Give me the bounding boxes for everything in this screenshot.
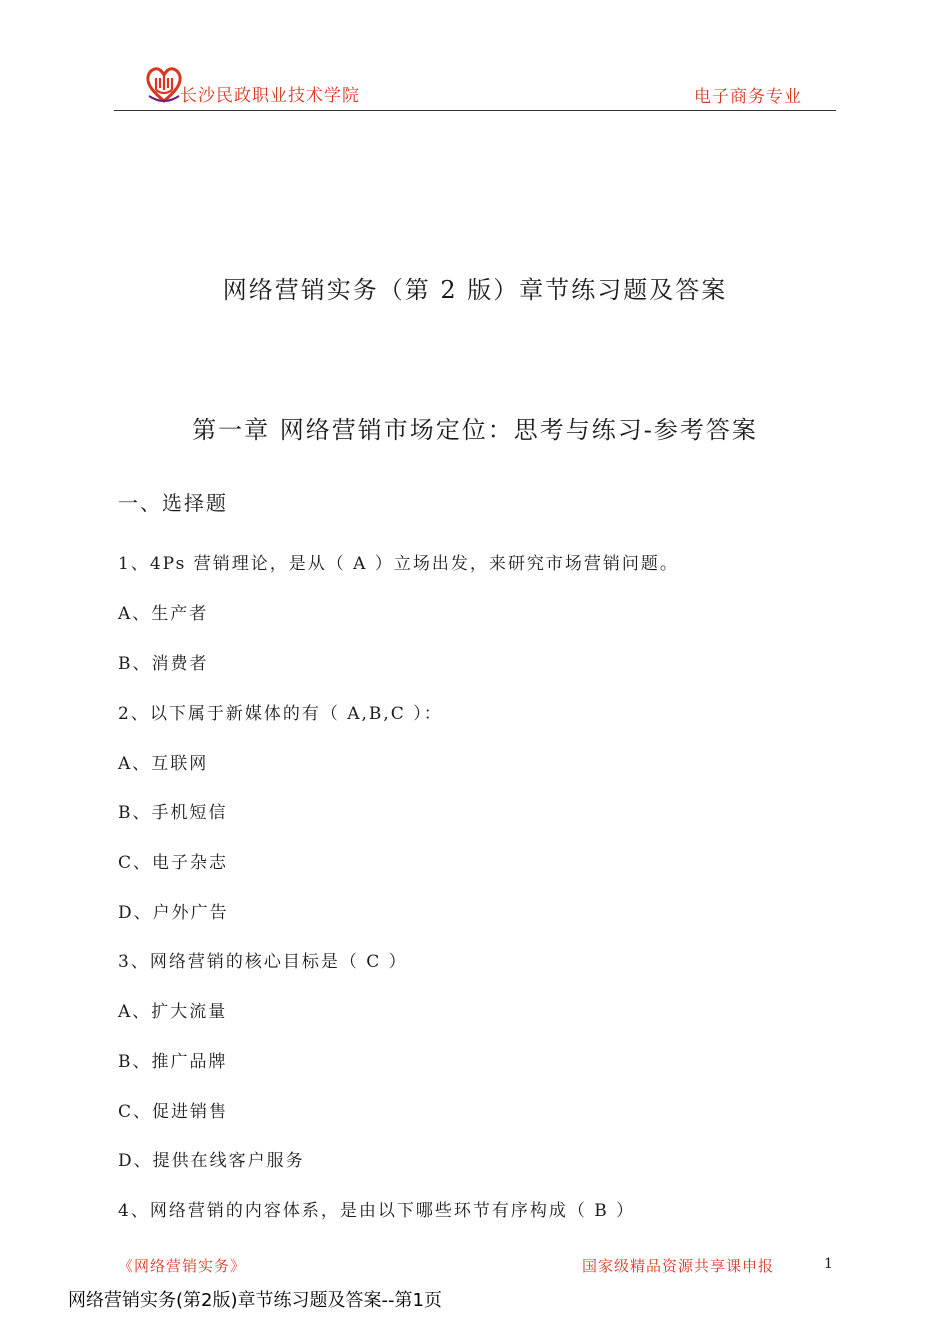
option-3-d: D、提供在线客户服务 xyxy=(118,1151,305,1171)
chapter-title: 第一章 网络营销市场定位：思考与练习-参考答案 xyxy=(192,416,758,444)
question-2: 2、以下属于新媒体的有（ A,B,C ）： xyxy=(118,704,443,724)
option-3-b: B、推广品牌 xyxy=(118,1052,228,1072)
option-2-c: C、电子杂志 xyxy=(118,853,229,873)
section-heading: 一、选择题 xyxy=(118,491,228,515)
question-1: 1、4Ps 营销理论，是从（ A ）立场出发，来研究市场营销问题。 xyxy=(118,554,679,574)
question-4: 4、网络营销的内容体系，是由以下哪些环节有序构成（ B ） xyxy=(118,1201,636,1221)
heart-school-logo-icon xyxy=(146,66,182,104)
footer-project: 国家级精品资源共享课申报 xyxy=(582,1257,775,1275)
question-3: 3、网络营销的核心目标是（ C ） xyxy=(118,952,408,972)
major-name: 电子商务专业 xyxy=(694,87,802,107)
school-name: 长沙民政职业技术学院 xyxy=(180,86,360,106)
option-2-b: B、手机短信 xyxy=(118,803,228,823)
option-3-a: A、扩大流量 xyxy=(118,1002,228,1022)
document-title: 网络营销实务（第 2 版）章节练习题及答案 xyxy=(222,276,728,304)
option-2-d: D、户外广告 xyxy=(118,903,229,923)
option-3-c: C、促进销售 xyxy=(118,1102,229,1122)
footer-book-title: 《网络营销实务》 xyxy=(118,1257,247,1275)
page-caption: 网络营销实务(第2版)章节练习题及答案--第1页 xyxy=(68,1290,442,1311)
page-header xyxy=(114,62,836,111)
page-number: 1 xyxy=(824,1256,833,1272)
option-1-a: A、生产者 xyxy=(118,604,209,624)
option-1-b: B、消费者 xyxy=(118,654,209,674)
option-2-a: A、互联网 xyxy=(118,754,209,774)
